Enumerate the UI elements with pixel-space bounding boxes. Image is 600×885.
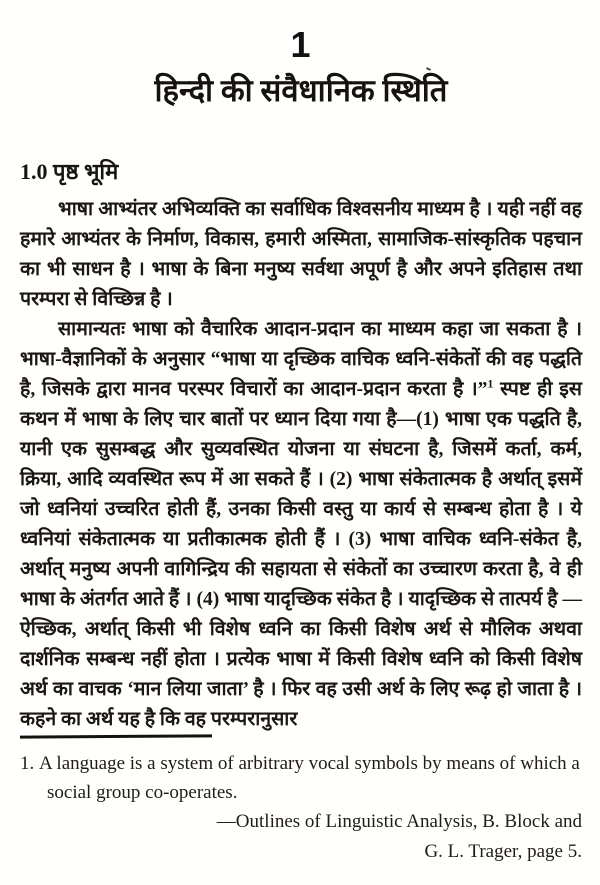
page-title: हिन्दी की संवैधानिक स्थिति <box>154 73 448 108</box>
paragraph-2-text-before-ref: सामान्यतः भाषा को वैचारिक आदान-प्रदान का माध्यम कहा जा सकता है । भाषा-वैज्ञानिकों के अनुसार “भाषा या दृच्छिक वाचिक ध्वनि-संकेतों की वह पद्धति है, जिसके द्वारा मानव परस्पर विचारों का आदान-प्रदान करता है ।” <box>20 319 582 400</box>
footnote-attribution-line-2: G. L. Trager, page 5. <box>424 841 582 862</box>
paragraph-2 <box>20 315 582 735</box>
footnote-entry <box>20 749 582 807</box>
chapter-number: 1 <box>290 24 312 65</box>
footnote-number: 1. <box>20 753 35 774</box>
paragraph-2-text-after-ref: स्पष्ट ही इस कथन में भाषा के लिए चार बातों पर ध्यान दिया गया है—(1) भाषा एक पद्धति है, यानी एक सुसम्बद्ध और सुव्यवस्थित योजना या संघटना है, जिसमें कर्ता, कर्म, क्रिया, आदि व्यवस्थित रूप में आ सकते हैं । (2) भाषा संकेतात्मक है अर्थात् इसमें जो ध्वनियां उच्चरित होती हैं, उनका किसी वस्तु या कार्य से सम्बन्ध होता है । ये ध्वनियां संकेतात्मक या प्रतीकात्मक होती हैं । (3) भाषा वाचिक ध्वनि-संकेत है, अर्थात् मनुष्य अपनी वागिन्द्रिय की सहायता से संकेतों का उच्चारण करता है, वे ही भाषा के अंतर्गत आते हैं । (4) भाषा यादृच्छिक संकेत है । यादृच्छिक से तात्पर्य है —ऐच्छिक, अर्थात् किसी भी विशेष ध्वनि का किसी विशेष अर्थ से मौलिक अथवा दार्शनिक सम्बन्ध नहीं होता । प्रत्येक भाषा में किसी विशेष ध्वनि को किसी विशेष अर्थ का वाचक ‘मान लिया जाता’ है । फिर वह उसी अर्थ के लिए रूढ़ हो जाता है । कहने का अर्थ यह है कि वह परम्परानुसार <box>20 379 582 730</box>
footnote-divider-rule <box>20 734 212 738</box>
paragraph-1: भाषा आभ्यंतर अभिव्यक्ति का सर्वाधिक विश्वसनीय माध्यम है । यही नहीं वह हमारे आभ्यंतर के निर्माण, विकास, हमारी अस्मिता, सामाजिक-सांस्कृतिक पहचान का भी साधन है । भाषा के बिना मनुष्य सर्वथा अपूर्ण है और अपने इतिहास तथा परम्परा से विच्छिन्न है । <box>20 199 582 310</box>
footnote-reference-superscript: 1 <box>487 376 494 391</box>
section-heading: 1.0 पृष्ठ भूमि <box>20 159 119 184</box>
footnote-attribution-line-1: —Outlines of Linguistic Analysis, B. Block and <box>216 811 582 832</box>
footnote-section <box>20 735 582 867</box>
footnote-text: A language is a system of arbitrary vocal symbols by means of which a social group co-operates. <box>39 753 580 803</box>
